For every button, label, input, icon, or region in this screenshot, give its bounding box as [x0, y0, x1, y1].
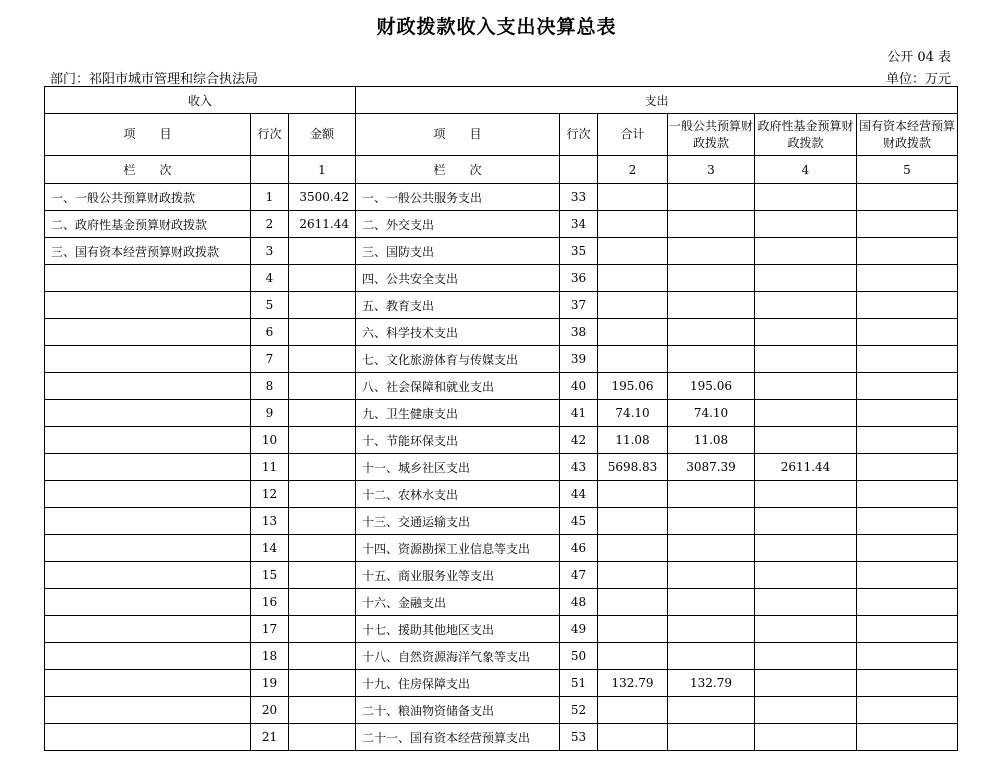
state-capital-cell [857, 616, 958, 643]
income-amount-cell: 3500.42 [289, 184, 356, 211]
income-row-no-cell: 3 [251, 238, 289, 265]
income-item-cell: 二、政府性基金预算财政拨款 [45, 211, 251, 238]
general-budget-cell [668, 346, 755, 373]
income-row-no-cell: 2 [251, 211, 289, 238]
income-amount-cell [289, 427, 356, 454]
fund-budget-cell [755, 346, 857, 373]
unit-label: 单位：万元 [885, 72, 951, 87]
income-lan-ci: 栏 次 [45, 156, 251, 184]
total-cell [598, 562, 668, 589]
general-budget-cell [668, 724, 755, 751]
expense-item-cell: 十五、商业服务业等支出 [356, 562, 560, 589]
total-cell: 5698.83 [598, 454, 668, 481]
state-capital-cell [857, 319, 958, 346]
income-amount-cell [289, 373, 356, 400]
fund-budget-cell [755, 238, 857, 265]
income-item-cell [45, 697, 251, 724]
expense-item-cell: 六、科学技术支出 [356, 319, 560, 346]
expense-row-no-cell: 43 [560, 454, 598, 481]
income-item-cell [45, 508, 251, 535]
expense-item-cell: 八、社会保障和就业支出 [356, 373, 560, 400]
state-capital-cell [857, 508, 958, 535]
total-cell: 11.08 [598, 427, 668, 454]
state-capital-cell [857, 454, 958, 481]
table-row [45, 508, 958, 535]
state-capital-cell [857, 400, 958, 427]
table-row [45, 670, 958, 697]
income-amount-cell [289, 454, 356, 481]
income-item-cell [45, 562, 251, 589]
general-budget-cell: 3087.39 [668, 454, 755, 481]
table-row [45, 481, 958, 508]
budget-summary-table [44, 86, 958, 751]
state-capital-cell [857, 373, 958, 400]
income-item-cell: 三、国有资本经营预算财政拨款 [45, 238, 251, 265]
expense-item-cell: 七、文化旅游体育与传媒支出 [356, 346, 560, 373]
table-row [45, 697, 958, 724]
report-title: 财政拨款收入支出决算总表 [376, 16, 617, 38]
income-row-no-cell: 14 [251, 535, 289, 562]
col-index-2: 2 [598, 156, 668, 184]
income-row-no-cell: 17 [251, 616, 289, 643]
income-amount-header: 金额 [289, 114, 356, 156]
expense-row-no-cell: 50 [560, 643, 598, 670]
income-item-cell [45, 616, 251, 643]
table-row [45, 292, 958, 319]
fund-budget-cell [755, 589, 857, 616]
income-row-no-cell: 13 [251, 508, 289, 535]
expense-row-no-cell: 46 [560, 535, 598, 562]
fund-budget-cell [755, 292, 857, 319]
total-cell [598, 292, 668, 319]
table-row [45, 265, 958, 292]
state-capital-cell [857, 562, 958, 589]
table-row [45, 724, 958, 751]
general-budget-cell [668, 211, 755, 238]
state-capital-cell [857, 535, 958, 562]
state-capital-cell [857, 211, 958, 238]
state-capital-cell [857, 697, 958, 724]
state-capital-cell [857, 184, 958, 211]
table-row [45, 211, 958, 238]
table-row [45, 589, 958, 616]
income-amount-cell [289, 535, 356, 562]
state-capital-cell [857, 670, 958, 697]
income-row-no-cell: 4 [251, 265, 289, 292]
general-budget-cell [668, 697, 755, 724]
fund-budget-cell [755, 427, 857, 454]
income-amount-cell [289, 319, 356, 346]
general-budget-cell [668, 535, 755, 562]
income-item-cell [45, 589, 251, 616]
fund-budget-cell [755, 562, 857, 589]
income-item-cell [45, 427, 251, 454]
fund-budget-cell [755, 724, 857, 751]
fund-budget-cell [755, 481, 857, 508]
income-amount-cell [289, 589, 356, 616]
income-item-cell [45, 535, 251, 562]
expense-row-no-cell: 49 [560, 616, 598, 643]
total-header: 合计 [598, 114, 668, 156]
income-item-cell [45, 670, 251, 697]
table-row [45, 643, 958, 670]
total-cell [598, 535, 668, 562]
income-row-no-header: 行次 [251, 114, 289, 156]
income-amount-cell [289, 697, 356, 724]
expense-item-cell: 十七、援助其他地区支出 [356, 616, 560, 643]
income-amount-cell [289, 724, 356, 751]
expense-item-cell: 十四、资源勘探工业信息等支出 [356, 535, 560, 562]
income-header: 收入 [45, 87, 356, 114]
income-amount-cell: 2611.44 [289, 211, 356, 238]
general-budget-cell: 195.06 [668, 373, 755, 400]
general-budget-cell [668, 319, 755, 346]
income-amount-cell [289, 400, 356, 427]
total-cell [598, 616, 668, 643]
total-cell [598, 724, 668, 751]
total-cell [598, 697, 668, 724]
expense-item-cell: 二十一、国有资本经营预算支出 [356, 724, 560, 751]
income-row-no-cell: 8 [251, 373, 289, 400]
fund-budget-header: 政府性基金预算财政拨款 [755, 114, 857, 156]
general-budget-cell: 74.10 [668, 400, 755, 427]
table-row [45, 616, 958, 643]
fund-budget-cell [755, 184, 857, 211]
expense-row-no-cell: 48 [560, 589, 598, 616]
general-budget-cell [668, 184, 755, 211]
income-item-cell [45, 481, 251, 508]
expense-item-cell: 二十、粮油物资储备支出 [356, 697, 560, 724]
table-row [45, 238, 958, 265]
expense-row-no-cell: 41 [560, 400, 598, 427]
income-item-cell [45, 724, 251, 751]
expense-item-cell: 三、国防支出 [356, 238, 560, 265]
total-cell [598, 643, 668, 670]
income-amount-cell [289, 562, 356, 589]
table-row [45, 346, 958, 373]
fund-budget-cell [755, 400, 857, 427]
fund-budget-cell [755, 616, 857, 643]
general-budget-cell [668, 238, 755, 265]
total-cell [598, 238, 668, 265]
fund-budget-cell [755, 319, 857, 346]
expense-row-no-cell: 45 [560, 508, 598, 535]
state-capital-cell [857, 589, 958, 616]
fund-budget-cell [755, 535, 857, 562]
expense-item-cell: 十六、金融支出 [356, 589, 560, 616]
income-item-cell [45, 319, 251, 346]
expense-row-no-cell: 47 [560, 562, 598, 589]
state-capital-cell [857, 292, 958, 319]
table-row [45, 373, 958, 400]
income-item-cell [45, 292, 251, 319]
total-cell [598, 184, 668, 211]
expense-lan-ci: 栏 次 [356, 156, 560, 184]
general-budget-cell [668, 292, 755, 319]
expense-row-no-cell: 51 [560, 670, 598, 697]
header-row-columns [45, 114, 958, 156]
income-row-no-cell: 10 [251, 427, 289, 454]
fund-budget-cell [755, 265, 857, 292]
total-cell [598, 265, 668, 292]
column-index-row [45, 156, 958, 184]
fund-budget-cell [755, 697, 857, 724]
total-cell: 74.10 [598, 400, 668, 427]
total-cell [598, 481, 668, 508]
income-amount-cell [289, 346, 356, 373]
expense-row-no-cell: 38 [560, 319, 598, 346]
income-item-cell [45, 400, 251, 427]
income-row-no-cell: 18 [251, 643, 289, 670]
fund-budget-cell [755, 670, 857, 697]
income-amount-cell [289, 481, 356, 508]
income-amount-cell [289, 238, 356, 265]
income-amount-cell [289, 670, 356, 697]
fund-budget-cell [755, 211, 857, 238]
total-cell: 195.06 [598, 373, 668, 400]
header-row-sections [45, 87, 958, 114]
expense-item-cell: 四、公共安全支出 [356, 265, 560, 292]
income-amount-cell [289, 616, 356, 643]
total-cell [598, 319, 668, 346]
fund-budget-cell [755, 373, 857, 400]
expense-row-no-cell: 36 [560, 265, 598, 292]
income-row-no-cell: 12 [251, 481, 289, 508]
income-item-header: 项 目 [45, 114, 251, 156]
income-row-no-cell: 20 [251, 697, 289, 724]
expense-item-cell: 十八、自然资源海洋气象等支出 [356, 643, 560, 670]
state-capital-cell [857, 265, 958, 292]
general-budget-cell [668, 616, 755, 643]
state-capital-cell [857, 481, 958, 508]
expense-row-no-cell: 42 [560, 427, 598, 454]
col-index-4: 4 [755, 156, 857, 184]
expense-row-no-header: 行次 [560, 114, 598, 156]
expense-row-no-cell: 53 [560, 724, 598, 751]
income-row-no-cell: 16 [251, 589, 289, 616]
total-cell [598, 211, 668, 238]
department-label: 部门：祁阳市城市管理和综合执法局 [50, 72, 259, 87]
expense-row-no-cell: 40 [560, 373, 598, 400]
general-budget-cell [668, 265, 755, 292]
income-row-no-cell: 5 [251, 292, 289, 319]
table-row [45, 454, 958, 481]
total-cell [598, 508, 668, 535]
income-row-no-cell: 21 [251, 724, 289, 751]
income-item-cell: 一、一般公共预算财政拨款 [45, 184, 251, 211]
income-item-cell [45, 643, 251, 670]
total-cell: 132.79 [598, 670, 668, 697]
state-capital-cell [857, 238, 958, 265]
expense-item-cell: 十三、交通运输支出 [356, 508, 560, 535]
income-row-no-cell: 7 [251, 346, 289, 373]
table-row [45, 319, 958, 346]
table-row [45, 427, 958, 454]
table-row [45, 535, 958, 562]
income-amount-cell [289, 265, 356, 292]
form-number: 公开 04 表 [887, 50, 951, 65]
income-amount-cell [289, 292, 356, 319]
income-row-no-cell: 6 [251, 319, 289, 346]
general-budget-cell [668, 481, 755, 508]
general-budget-cell: 11.08 [668, 427, 755, 454]
expense-item-cell: 一、一般公共服务支出 [356, 184, 560, 211]
state-capital-cell [857, 346, 958, 373]
expense-row-no-cell: 37 [560, 292, 598, 319]
expense-item-cell: 十九、住房保障支出 [356, 670, 560, 697]
general-budget-cell: 132.79 [668, 670, 755, 697]
expense-item-header: 项 目 [356, 114, 560, 156]
general-budget-cell [668, 562, 755, 589]
expense-item-cell: 二、外交支出 [356, 211, 560, 238]
expense-row-no-cell: 44 [560, 481, 598, 508]
table-row [45, 562, 958, 589]
col-index-1: 1 [289, 156, 356, 184]
expense-row-no-cell: 52 [560, 697, 598, 724]
expense-item-cell: 十二、农林水支出 [356, 481, 560, 508]
expense-item-cell: 十、节能环保支出 [356, 427, 560, 454]
income-item-cell [45, 454, 251, 481]
income-item-cell [45, 373, 251, 400]
state-capital-cell [857, 643, 958, 670]
expense-row-no-cell: 35 [560, 238, 598, 265]
income-item-cell [45, 265, 251, 292]
fund-budget-cell [755, 643, 857, 670]
income-row-no-cell: 11 [251, 454, 289, 481]
income-amount-cell [289, 508, 356, 535]
fund-budget-cell [755, 508, 857, 535]
col-index-5: 5 [857, 156, 958, 184]
total-cell [598, 589, 668, 616]
table-row [45, 400, 958, 427]
expense-row-no-cell: 33 [560, 184, 598, 211]
expense-item-cell: 十一、城乡社区支出 [356, 454, 560, 481]
fund-budget-cell: 2611.44 [755, 454, 857, 481]
income-row-no-cell: 1 [251, 184, 289, 211]
expense-item-cell: 九、卫生健康支出 [356, 400, 560, 427]
general-budget-cell [668, 508, 755, 535]
general-budget-cell [668, 643, 755, 670]
state-capital-cell [857, 427, 958, 454]
expense-item-cell: 五、教育支出 [356, 292, 560, 319]
general-budget-header: 一般公共预算财政拨款 [668, 114, 755, 156]
state-capital-header: 国有资本经营预算财政拨款 [857, 114, 958, 156]
total-cell [598, 346, 668, 373]
income-row-no-cell: 19 [251, 670, 289, 697]
income-row-no-cell: 9 [251, 400, 289, 427]
col-index-3: 3 [668, 156, 755, 184]
table-row [45, 184, 958, 211]
income-item-cell [45, 346, 251, 373]
income-row-no-cell: 15 [251, 562, 289, 589]
income-amount-cell [289, 643, 356, 670]
expense-header: 支出 [356, 87, 958, 114]
expense-row-no-cell: 34 [560, 211, 598, 238]
expense-row-no-cell: 39 [560, 346, 598, 373]
state-capital-cell [857, 724, 958, 751]
general-budget-cell [668, 589, 755, 616]
